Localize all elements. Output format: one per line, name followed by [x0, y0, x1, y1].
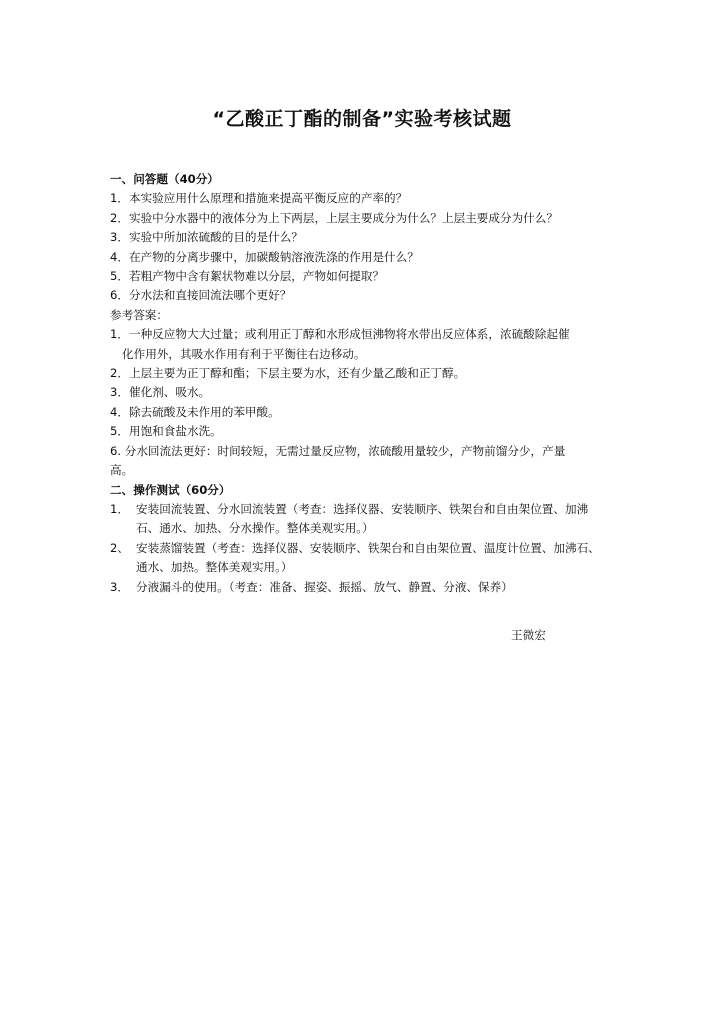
ops-item-2-line-2: 通水、加热。整体美观实用。） — [136, 560, 293, 575]
answer-6-line-1: 6. 分水回流法更好：时间较短，无需过量反应物，浓硫酸用量较少，产物前馏分少，产量 — [110, 443, 566, 458]
question-6: 6．分水法和直接回流法哪个更好？ — [110, 288, 292, 303]
ops-item-1-number: 1． — [110, 501, 129, 516]
answer-1-line-1: 1．一种反应物大大过量；或利用正丁醇和水形成恒沸物将水带出反应体系，浓硫酸除起催 — [110, 327, 570, 342]
question-5: 5．若粗产物中含有絮状物难以分层，产物如何提取？ — [110, 269, 385, 284]
document-body — [110, 170, 625, 597]
author-signature: 王微宏 — [511, 628, 546, 642]
question-2: 2．实验中分水器中的液体分为上下两层，上层主要成分为什么？上层主要成分为什么？ — [110, 210, 558, 225]
question-4: 4．在产物的分离步骤中，加碳酸钠溶液洗涤的作用是什么？ — [110, 249, 419, 264]
answer-2: 2．上层主要为正丁醇和酯；下层主要为水，还有少量乙酸和正丁醇。 — [110, 366, 466, 381]
qa-section-heading: 一、问答题（40分） — [110, 172, 219, 186]
answers-heading: 参考答案： — [110, 307, 168, 322]
document-title: “乙酸正丁酯的制备”实验考核试题 — [212, 108, 512, 130]
ops-item-2 — [110, 539, 625, 558]
answer-3: 3．催化剂、吸水。 — [110, 385, 211, 400]
ops-item-3 — [110, 578, 625, 597]
ops-item-1 — [110, 500, 625, 519]
ops-item-3-number: 3． — [110, 579, 129, 594]
ops-item-1-line-2: 石、通水、加热、分水操作。整体美观实用。） — [136, 521, 374, 536]
ops-item-1-line-1: 安装回流装置、分水回流装置（考查：选择仪器、安装顺序、铁架台和自由架位置、加沸 — [136, 501, 589, 516]
answer-6-line-2: 高。 — [110, 463, 134, 478]
answer-1-line-2: 化作用外，其吸水作用有利于平衡往右边移动。 — [122, 346, 366, 361]
question-3: 3．实验中所加浓硫酸的目的是什么？ — [110, 230, 303, 245]
answer-4: 4．除去硫酸及未作用的苯甲酸。 — [110, 404, 280, 419]
ops-item-3-line-1: 分液漏斗的使用。（考查：准备、握姿、振摇、放气、静置、分液、保养） — [136, 579, 513, 594]
ops-item-2-line-1: 安装蒸馏装置（考查：选择仪器、安装顺序、铁架台和自由架位置、温度计位置、加沸石、 — [136, 540, 600, 555]
answer-5: 5．用饱和食盐水洗。 — [110, 424, 222, 439]
ops-section-heading: 二、操作测试（60分） — [110, 482, 231, 497]
question-1: 1．本实验应用什么原理和措施来提高平衡反应的产率的？ — [110, 191, 408, 206]
ops-item-2-number: 2、 — [110, 540, 129, 555]
